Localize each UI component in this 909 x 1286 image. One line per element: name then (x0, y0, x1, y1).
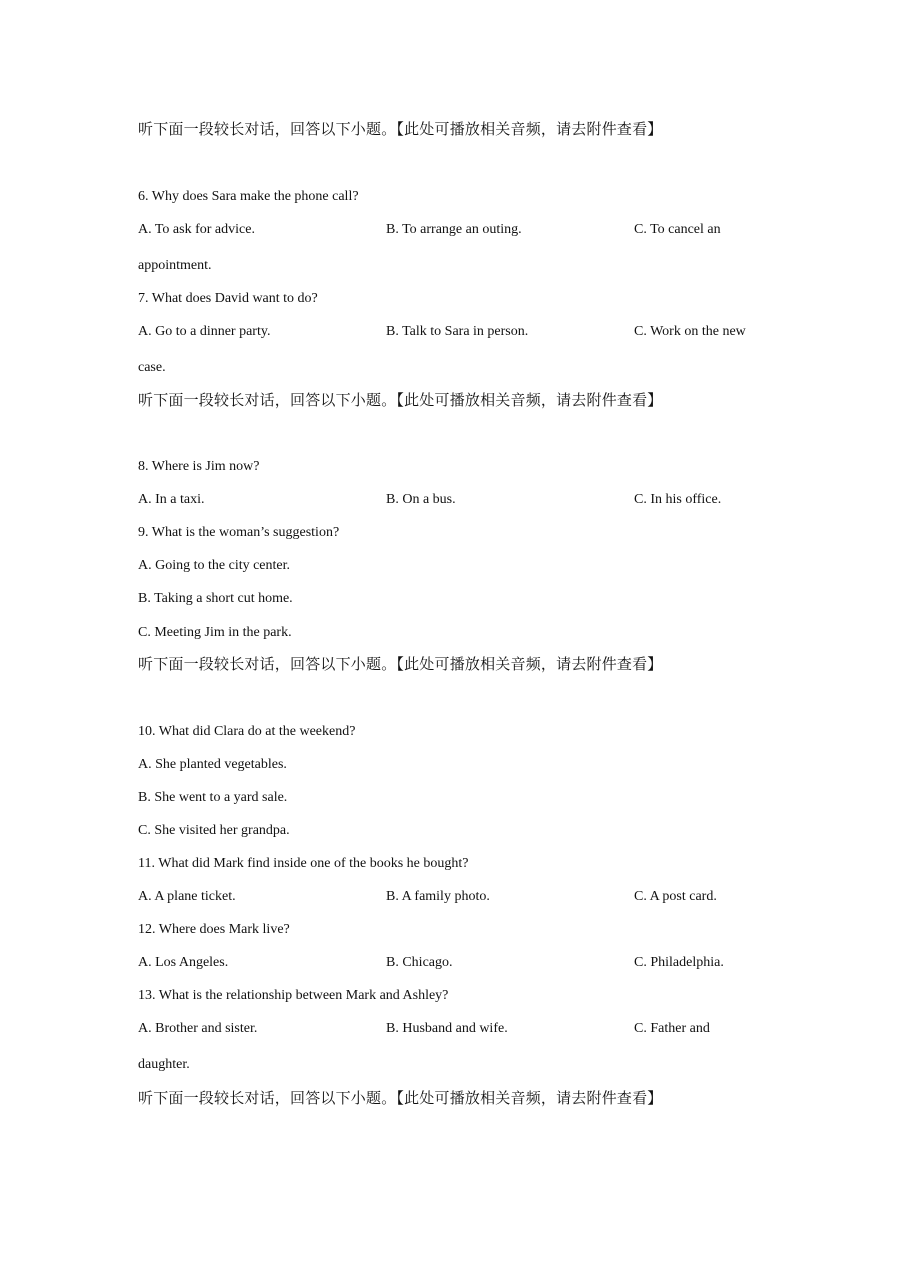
question-13-option-c-continued: daughter. (138, 1057, 190, 1072)
question-6-stem: 6. Why does Sara make the phone call? (138, 189, 359, 204)
question-12-stem: 12. Where does Mark live? (138, 922, 290, 937)
question-12-option-a: A. Los Angeles. (138, 955, 229, 970)
question-8-option-b: B. On a bus. (386, 492, 456, 507)
question-6-option-c: C. To cancel an (634, 222, 721, 237)
question-6-option-b: B. To arrange an outing. (386, 222, 522, 237)
question-12-option-b: B. Chicago. (386, 955, 453, 970)
question-9-option-b: B. Taking a short cut home. (138, 591, 293, 606)
question-13-stem: 13. What is the relationship between Mark and Ashley? (138, 988, 449, 1003)
question-11-option-c: C. A post card. (634, 889, 717, 904)
listening-instruction: 听下面一段较长对话，回答以下小题。【此处可播放相关音频，请去附件查看】 (138, 657, 663, 673)
question-13-option-b: B. Husband and wife. (386, 1021, 508, 1036)
question-6-option-a: A. To ask for advice. (138, 222, 255, 237)
question-8-stem: 8. Where is Jim now? (138, 459, 260, 474)
question-13-option-c: C. Father and (634, 1021, 710, 1036)
question-7-option-c-continued: case. (138, 360, 166, 375)
question-11-stem: 11. What did Mark find inside one of the books he bought? (138, 856, 469, 871)
question-13-option-a: A. Brother and sister. (138, 1021, 258, 1036)
question-11-option-b: B. A family photo. (386, 889, 490, 904)
question-9-option-a: A. Going to the city center. (138, 558, 291, 573)
question-10-option-c: C. She visited her grandpa. (138, 823, 290, 838)
question-7-stem: 7. What does David want to do? (138, 291, 318, 306)
question-8-option-c: C. In his office. (634, 492, 722, 507)
question-10-option-b: B. She went to a yard sale. (138, 790, 288, 805)
question-6-option-c-continued: appointment. (138, 258, 212, 273)
question-9-option-c: C. Meeting Jim in the park. (138, 625, 292, 640)
question-12-option-c: C. Philadelphia. (634, 955, 724, 970)
listening-instruction: 听下面一段较长对话，回答以下小题。【此处可播放相关音频，请去附件查看】 (138, 122, 663, 138)
question-7-option-a: A. Go to a dinner party. (138, 324, 271, 339)
question-10-option-a: A. She planted vegetables. (138, 757, 287, 772)
question-11-option-a: A. A plane ticket. (138, 889, 236, 904)
listening-instruction: 听下面一段较长对话，回答以下小题。【此处可播放相关音频，请去附件查看】 (138, 1091, 663, 1107)
listening-instruction: 听下面一段较长对话，回答以下小题。【此处可播放相关音频，请去附件查看】 (138, 393, 663, 409)
question-10-stem: 10. What did Clara do at the weekend? (138, 724, 356, 739)
question-7-option-c: C. Work on the new (634, 324, 746, 339)
question-8-option-a: A. In a taxi. (138, 492, 205, 507)
question-9-stem: 9. What is the woman’s suggestion? (138, 525, 340, 540)
question-7-option-b: B. Talk to Sara in person. (386, 324, 529, 339)
